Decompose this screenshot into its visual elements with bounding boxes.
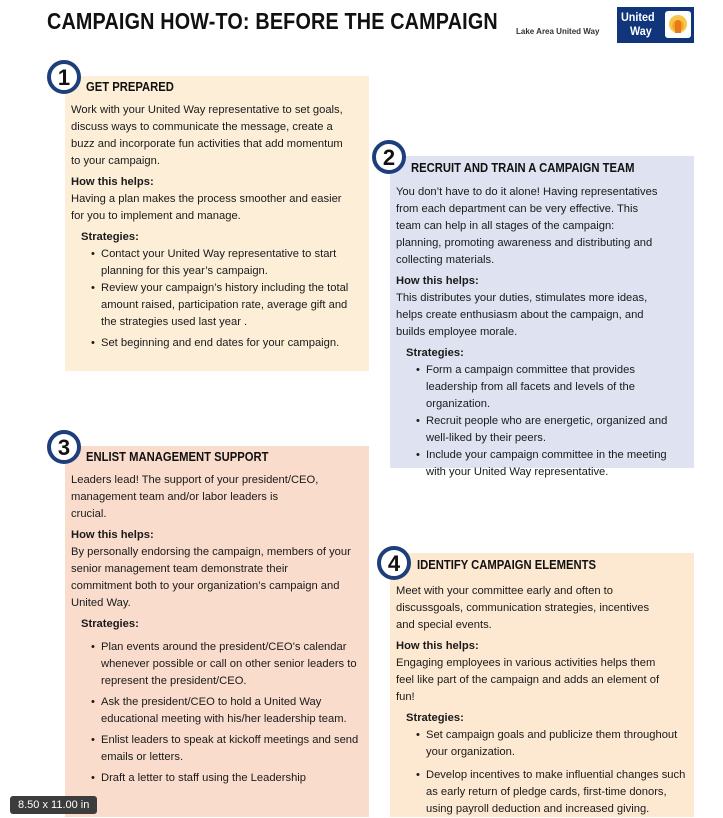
how-this-helps-text: This distributes your duties, stimulates more ideas, helps create enthusiasm about the campaign, and builds employee morale. <box>396 292 648 338</box>
strategy-item: • Recruit people who are energetic, organized and well-liked by their peers. <box>416 413 688 447</box>
strategies-list <box>71 639 363 787</box>
section-title: ENLIST MANAGEMENT SUPPORT <box>86 450 269 464</box>
top-rule <box>0 0 723 4</box>
section-intro: Leaders lead! The support of your president/CEO, management team and/or labor leaders is crucial. <box>71 474 319 520</box>
strategies-heading: Strategies: <box>406 347 464 359</box>
how-this-helps-text: Engaging employees in various activities helps them feel like part of the campaign and adds an element of fun! <box>396 657 660 703</box>
hand-rainbow-icon <box>665 11 691 38</box>
strategies-list <box>396 727 688 818</box>
strategy-item: • Include your campaign committee in the meeting with your United Way representative. <box>416 447 688 481</box>
page-title: CAMPAIGN HOW-TO: BEFORE THE CAMPAIGN <box>47 8 498 34</box>
how-this-helps-heading: How this helps: <box>71 176 154 188</box>
section-get-prepared <box>65 76 369 371</box>
section-identify-elements <box>390 553 694 817</box>
strategy-item: • Set campaign goals and publicize them throughout your organization. <box>416 727 688 761</box>
step-number-circle: 3 <box>47 430 81 464</box>
strategies-list <box>71 246 363 352</box>
strategy-item: • Develop incentives to make influential changes such as early return of pledge cards, first-time donors, using payroll deduction and increased giving. <box>416 767 688 818</box>
organization-name: Lake Area United Way <box>516 27 600 36</box>
section-title: RECRUIT AND TRAIN A CAMPAIGN TEAM <box>411 161 635 175</box>
section-title: GET PREPARED <box>86 80 174 94</box>
section-intro: You don’t have to do it alone! Having representatives from each department can be very effective. This team can help in all stages of the campaign: planning, promoting awareness and distributing and collecting materials. <box>396 186 658 266</box>
step-number-circle: 2 <box>372 140 406 174</box>
strategy-item: • Ask the president/CEO to hold a United Way educational meeting with his/her leadership team. <box>91 694 363 728</box>
how-this-helps-text: By personally endorsing the campaign, members of your senior management team demonstrate their commitment both to your organization’s campaign and United Way. <box>71 546 351 609</box>
section-enlist-management <box>65 446 369 817</box>
section-intro: Meet with your committee early and often to discussgoals, communication strategies, incentives and special events. <box>396 585 650 631</box>
strategy-item: • Plan events around the president/CEO’s calendar whenever possible or call on other senior leaders to represent the president/CEO. <box>91 639 363 690</box>
strategy-item: • Review your campaign’s history including the total amount raised, participation rate, average gift and the strategies used last year . <box>91 280 363 331</box>
logo-text-line2: Way <box>630 24 652 38</box>
step-number-circle: 4 <box>377 546 411 580</box>
logo-text-line1: United <box>621 10 655 24</box>
strategy-item: • Form a campaign committee that provides leadership from all facets and levels of the organization. <box>416 362 688 413</box>
strategy-item: • Set beginning and end dates for your campaign. <box>91 335 363 352</box>
strategies-heading: Strategies: <box>406 712 464 724</box>
strategies-heading: Strategies: <box>81 231 139 243</box>
how-this-helps-text: Having a plan makes the process smoother and easier for you to implement and manage. <box>71 193 342 222</box>
section-intro: Work with your United Way representative to set goals, discuss ways to communicate the message, create a buzz and incorporate fun activities that add momentum to your campaign. <box>71 104 343 167</box>
page-size-badge: 8.50 x 11.00 in <box>10 796 97 814</box>
step-number-circle: 1 <box>47 60 81 94</box>
section-recruit-team <box>390 156 694 478</box>
strategies-heading: Strategies: <box>81 618 139 630</box>
how-this-helps-heading: How this helps: <box>71 529 154 541</box>
strategy-item: • Contact your United Way representative to start planning for this year’s campaign. <box>91 246 363 280</box>
strategy-item: • Enlist leaders to speak at kickoff meetings and send emails or letters. <box>91 732 363 766</box>
strategies-list <box>396 362 688 481</box>
united-way-logo <box>617 7 694 43</box>
how-this-helps-heading: How this helps: <box>396 275 479 287</box>
how-this-helps-heading: How this helps: <box>396 640 479 652</box>
strategy-item: • Draft a letter to staff using the Leadership <box>91 770 363 787</box>
section-title: IDENTIFY CAMPAIGN ELEMENTS <box>417 558 596 572</box>
